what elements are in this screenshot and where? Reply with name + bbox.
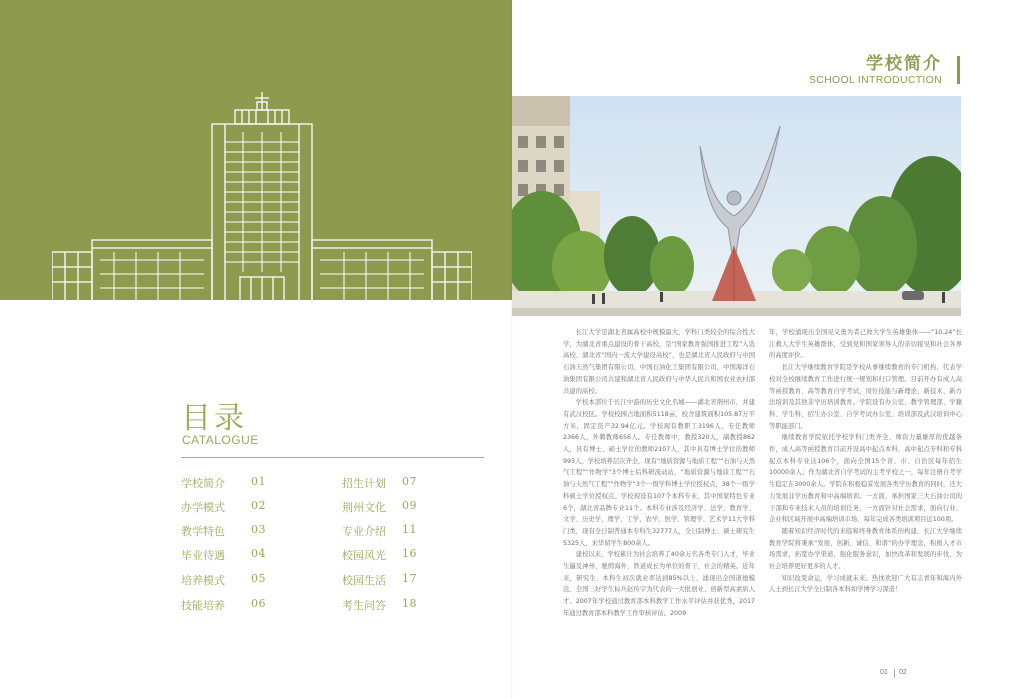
toc-label: 专业介绍 [342,525,386,538]
toc-label: 教学特色 [181,525,225,538]
page-number-left: 01 [880,669,888,676]
intro-paragraph: 学校本部位于长江中游的历史文化名城——湖北省荆州市，并建有武汉校区。学校校园占地面积5118亩，校舍建筑面积105.87万平方米，固定资产32.94亿元。学校现有教职工3196人，专任教师2366人，外聘教师656人。专任教师中，教授320人，副教授862人，具有博士、硕士学位的教师2107人，其中具有博士学位的教师993人。学校培养层次齐全，现有“地质资源与地质工程”“石油与天然气工程”“作物学”3个博士后科研流动站，“地质资源与地质工程”“石油与天然气工程”“作物学”3个一级学科博士学位授权点，38个一级学科硕士学位授权点。学校现设有107个本科专业，其中国家特色专业6个，湖北省品牌专业11个。本科专业涉及经济学、法学、教育学、文学、历史学、理学、工学、农学、医学、管理学、艺术学11大学科门类，现有全日制普通本专科生32777人，全日制博士、硕士研究生5325人，来华留学生800余人。 [563,399,755,547]
toc-page-number: 06 [251,597,266,610]
toc-label: 招生计划 [342,477,386,490]
intro-paragraph: 建校以来，学校累计为社会培养了40余万名各类专门人才，毕业生遍及神州、驰骋海外，铁道成长为单位的骨干、社会的精英。近年来，研究生、本科生初次就业率达到85%以上，涌现出全国道德模范、全国三好学生标兵赵传宇为代表的一大批创业、创新型高素质人才。2007年学校通过教育部本科教学工作水平评估并获优秀，2017年通过教育部本科教学工作审核评估。2009 [563,551,755,617]
toc-label: 培养模式 [181,574,225,587]
toc-page-number: 05 [251,572,266,585]
page-number-divider [894,669,895,678]
catalogue-title: 目录 [181,401,247,436]
toc-page-number: 11 [402,523,417,536]
header-green-panel [0,0,512,300]
intro-paragraph: 随着知识经济时代的来临和终身教育体系的构建，长江大学继续教育学院将秉承“发展、创新、诚信、和谐”的办学理念，积极人才市场需求，拓宽办学渠道，强化服务意识，加快改革和发展的步伐，为社会培养更好更多的人才。 [769,527,962,571]
catalogue-divider [181,457,484,458]
section-subtitle: SCHOOL INTRODUCTION [808,74,942,86]
toc-page-number: 07 [402,475,417,488]
toc-page-number: 09 [402,499,417,512]
toc-page-number: 16 [402,547,417,560]
intro-paragraph: 继续教育学院依托学校学科门类齐全、师资力量雄厚的优越条件，成人高等函授教育目前开设高中起点本科、高中起点专科和专科起点本科专业达106个，面向全国15个省、市、自治区每年招生10000余人；作为湖北省自学考试的主考学校之一，每年注册自考学生稳定在3000余人。学院在积极稳妥发展各类学历教育的同时，还大力发展非学历教育和中高端培训。一方面，承担国家三大石油公司的干部和专业技术人员的培训任务，一方面针对社会需求，面向行业、企业和区域开展中高端培训市场，每年完成各类培训项目近100项。 [769,434,962,524]
intro-column-left [563,327,755,620]
toc-label: 校园风光 [342,549,386,562]
toc-page-number: 17 [402,572,417,585]
toc-label: 荆州文化 [342,501,386,514]
toc-label: 学校简介 [181,477,225,490]
toc-label: 校园生活 [342,574,386,587]
intro-paragraph: 知识改变命运，学习成就未来。热忱欢迎广大有志青年和海内外人士到长江大学全日制各本科如学博学习深造！ [769,574,962,594]
intro-paragraph: 长江大学是湖北省属高校中规模最大、学科门类较全的综合性大学，为湖北省重点建设的骨干高校，是“国家教育强国推进工程”入选高校、湖北省“国内一流大学建设高校”，也是湖北省人民政府与中国石油天然气集团有限公司、中国石油化工集团有限公司、中国海洋石油集团有限公司共建和湖北省人民政府与中华人民共和国农业农村部共建的高校。 [563,329,755,395]
toc-label: 毕业待遇 [181,549,225,562]
intro-paragraph: 长江大学继续教育学院是学校从事继续教育的专门机构，代表学校对全校继续教育工作进行统一规划和归口管理。目前开办有成人高等函授教育、高等教育自学考试、岗位技能与新理论、新技术、新方法培训及其他非学历培训教育。学院设有办公室、教学管理部、学籍科、学生科、招生办公室、自学考试办公室、培训部及武汉培训中心等职能部门。 [769,364,962,430]
toc-page-number: 01 [251,475,266,488]
page-number-right: 02 [899,669,907,676]
campus-photo [512,96,961,316]
toc-page-number: 18 [402,597,417,610]
intro-column-right [769,327,962,596]
title-accent-bar [957,56,960,84]
catalogue-subtitle: CATALOGUE [182,433,259,447]
building-line-illustration [52,92,472,302]
toc-page-number: 02 [251,499,266,512]
toc-page-number: 03 [251,523,266,536]
toc-label: 技能培养 [181,599,225,612]
section-title: 学校简介 [866,54,942,74]
toc-label: 办学模式 [181,501,225,514]
toc-page-number: 04 [251,547,266,560]
toc-label: 考生问答 [342,599,386,612]
intro-paragraph: 年，学校涌现出全国见义勇为者已故大学生英雄集体——“10.24”长江救人大学生英雄群体，受到党和国家领导人的亲切接见和社会各界的高度评价。 [769,329,962,360]
